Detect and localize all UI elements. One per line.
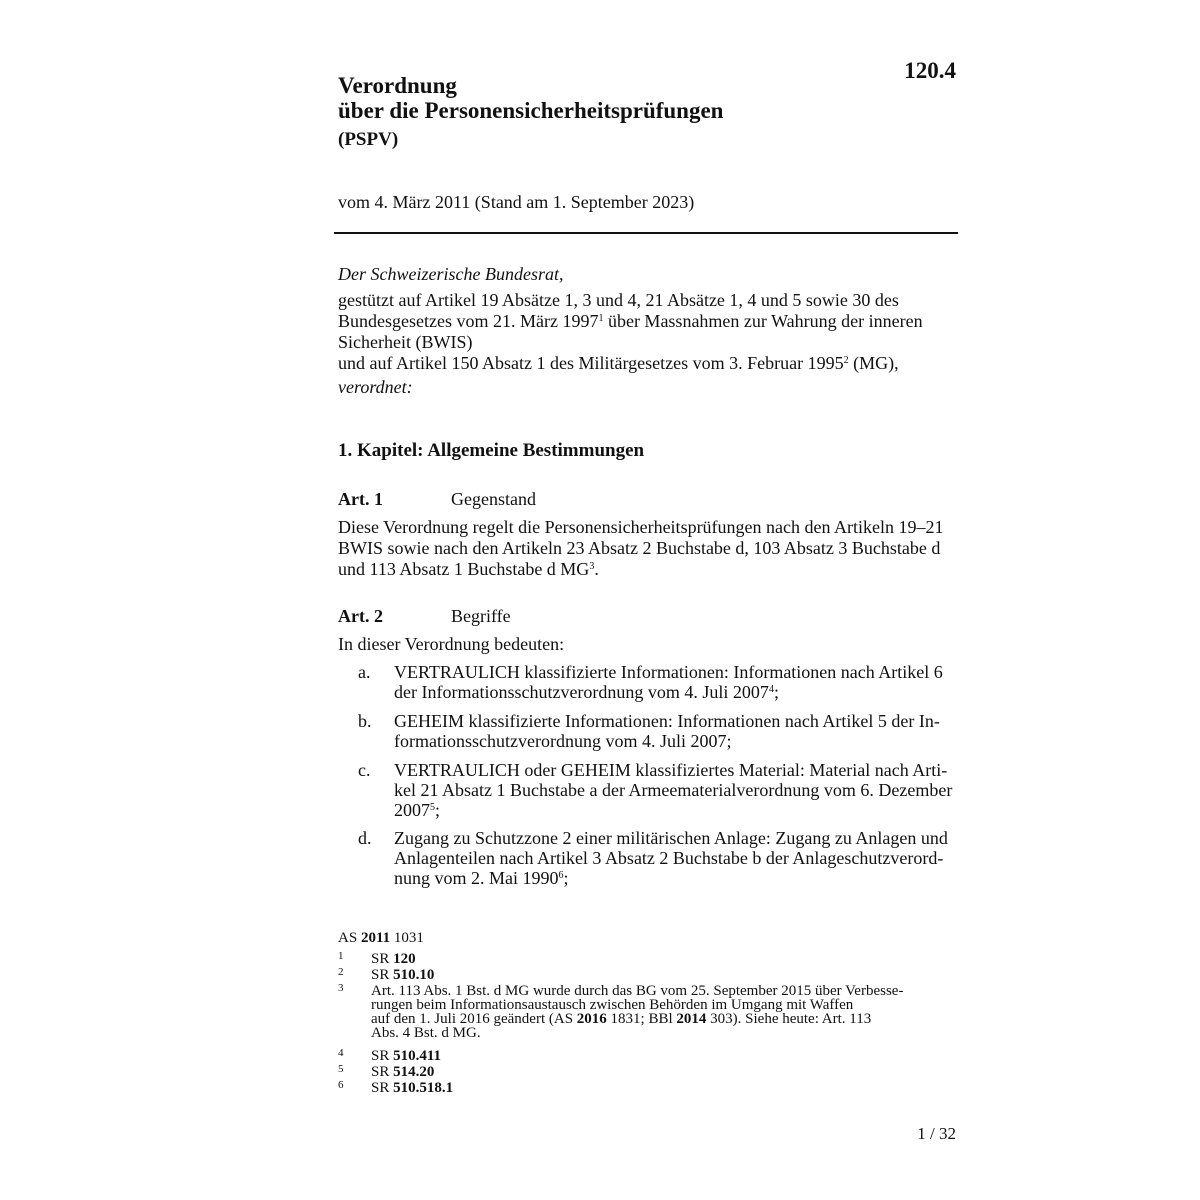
footnote-prefix: SR	[371, 1064, 390, 1080]
article-number: Art. 2	[338, 606, 383, 626]
item-text-part: der Informationsschutzverordnung vom 4. Juli 2007	[394, 682, 769, 702]
item-line	[394, 868, 956, 888]
item-text-part: ;	[773, 682, 779, 702]
footnote-prefix: SR	[371, 951, 390, 967]
item-label: d.	[358, 828, 372, 848]
item-line: GEHEIM klassifizierte Informationen: Informationen nach Artikel 5 der In-	[394, 711, 940, 731]
header-divider	[334, 232, 958, 234]
article-1-text	[338, 517, 956, 580]
preamble-line-4	[338, 353, 956, 374]
article-text: .	[594, 559, 599, 579]
preamble-line-2	[338, 311, 956, 332]
footnote-prefix: SR	[371, 967, 390, 983]
footnote-sr-ref[interactable]: 514.20	[393, 1064, 435, 1080]
preamble-line-1: gestützt auf Artikel 19 Absätze 1, 3 und 4, 21 Absätze 1, 4 und 5 sowie 30 des	[338, 290, 899, 310]
article-2-intro: In dieser Verordnung bedeuten:	[338, 634, 565, 654]
item-line: kel 21 Absatz 1 Buchstabe a der Armeematerialverordnung vom 6. Dezember	[394, 780, 953, 800]
footnote-bbl-year: 2014	[676, 1011, 707, 1027]
footnote-ref-6[interactable]: 6	[558, 870, 564, 881]
item-text	[394, 662, 956, 702]
preamble-text: (MG),	[848, 353, 899, 373]
footnote-prefix: SR	[371, 1048, 390, 1064]
footnote-number: 1	[338, 950, 344, 962]
item-line: formationsschutzverordnung vom 4. Juli 2007;	[394, 731, 732, 751]
footnote-sr-ref[interactable]: 510.411	[393, 1048, 442, 1064]
article-title: Gegenstand	[451, 489, 536, 509]
document-title	[338, 73, 858, 123]
item-line: VERTRAULICH klassifizierte Informationen: Informationen nach Artikel 6	[394, 662, 943, 682]
footnote-number: 2	[338, 966, 344, 978]
article-line	[338, 559, 956, 580]
item-label: b.	[358, 711, 372, 731]
footnote-text	[371, 984, 956, 1040]
footnote-ref-2[interactable]: 2	[843, 355, 849, 366]
footnote-line: Abs. 4 Bst. d MG.	[371, 1025, 481, 1041]
item-line	[394, 682, 956, 702]
footnote-number: 6	[338, 1079, 344, 1091]
footnote-text	[371, 1081, 956, 1095]
footnote-text	[371, 952, 956, 966]
chapter-heading: 1. Kapitel: Allgemeine Bestimmungen	[338, 440, 645, 461]
preamble-ordains: verordnet:	[338, 377, 413, 397]
footnote-text-part: auf den 1. Juli 2016 geändert (AS	[371, 1011, 577, 1027]
footnote-as-year: 2016	[576, 1011, 607, 1027]
preamble-text: Bundesgesetzes vom 21. März 1997	[338, 311, 599, 331]
item-line	[394, 800, 956, 820]
as-year: 2011	[360, 930, 391, 946]
footnote-number: 5	[338, 1063, 344, 1075]
article-number: Art. 1	[338, 489, 383, 509]
item-text-part: 2007	[394, 800, 430, 820]
footnote-ref-5[interactable]: 5	[430, 802, 435, 813]
article-line: Diese Verordnung regelt die Personensicherheitsprüfungen nach den Artikeln 19–21	[338, 517, 944, 537]
sr-number: 120.4	[904, 58, 956, 83]
item-line: VERTRAULICH oder GEHEIM klassifiziertes Material: Material nach Arti-	[394, 760, 948, 780]
as-prefix: AS	[338, 930, 358, 946]
item-label: a.	[358, 662, 371, 682]
page-number: 1 / 32	[917, 1124, 956, 1143]
item-text	[394, 828, 956, 888]
footnote-sr-ref[interactable]: 510.10	[393, 967, 435, 983]
footnote-text	[371, 1049, 956, 1063]
footnote-text	[371, 968, 956, 982]
preamble-line-3: Sicherheit (BWIS)	[338, 332, 473, 352]
official-collection-ref	[338, 930, 424, 947]
title-line-2: über die Personensicherheitsprüfungen	[338, 98, 724, 123]
footnote-text-part: 303). Siehe heute: Art. 113	[706, 1011, 872, 1027]
document-date: vom 4. März 2011 (Stand am 1. September 2023)	[338, 192, 695, 212]
preamble-basis	[338, 290, 956, 374]
item-line: Zugang zu Schutzzone 2 einer militärischen Anlage: Zugang zu Anlagen und	[394, 828, 948, 848]
preamble-authority: Der Schweizerische Bundesrat,	[338, 264, 564, 284]
article-line: BWIS sowie nach den Artikeln 23 Absatz 2 Buchstabe d, 103 Absatz 3 Buchstabe d	[338, 538, 941, 558]
item-text	[394, 760, 956, 820]
preamble-text: über Massnahmen zur Wahrung der inneren	[603, 311, 923, 331]
item-text-part: nung vom 2. Mai 1990	[394, 868, 559, 888]
footnote-number: 3	[338, 982, 344, 994]
footnote-sr-ref[interactable]: 510.518.1	[393, 1080, 454, 1096]
footnote-line: rungen beim Informationsaustausch zwischen Behörden im Umgang mit Waffen	[371, 997, 854, 1013]
document-abbreviation: (PSPV)	[338, 129, 399, 150]
footnote-sr-ref[interactable]: 120	[393, 951, 416, 967]
footnote-line	[371, 1012, 956, 1026]
item-line: Anlagenteilen nach Artikel 3 Absatz 2 Buchstabe b der Anlageschutzverord-	[394, 848, 944, 868]
footnote-line: Art. 113 Abs. 1 Bst. d MG wurde durch das BG vom 25. September 2015 über Verbesse-	[371, 983, 904, 999]
footnote-prefix: SR	[371, 1080, 390, 1096]
footnote-text-part: 1831; BBl	[606, 1011, 677, 1027]
preamble-text: und auf Artikel 150 Absatz 1 des Militärgesetzes vom 3. Februar 1995	[338, 353, 844, 373]
footnote-ref-1[interactable]: 1	[598, 313, 604, 324]
article-text: und 113 Absatz 1 Buchstabe d MG	[338, 559, 590, 579]
as-page: 1031	[393, 930, 424, 946]
footnote-ref-3[interactable]: 3	[589, 561, 595, 572]
article-title: Begriffe	[451, 606, 511, 626]
item-text-part: ;	[563, 868, 569, 888]
title-line-1: Verordnung	[338, 73, 457, 98]
item-text	[394, 711, 956, 751]
item-label: c.	[358, 760, 371, 780]
footnote-text	[371, 1065, 956, 1079]
item-text-part: ;	[435, 800, 441, 820]
footnote-ref-4[interactable]: 4	[768, 684, 774, 695]
footnote-number: 4	[338, 1047, 344, 1059]
